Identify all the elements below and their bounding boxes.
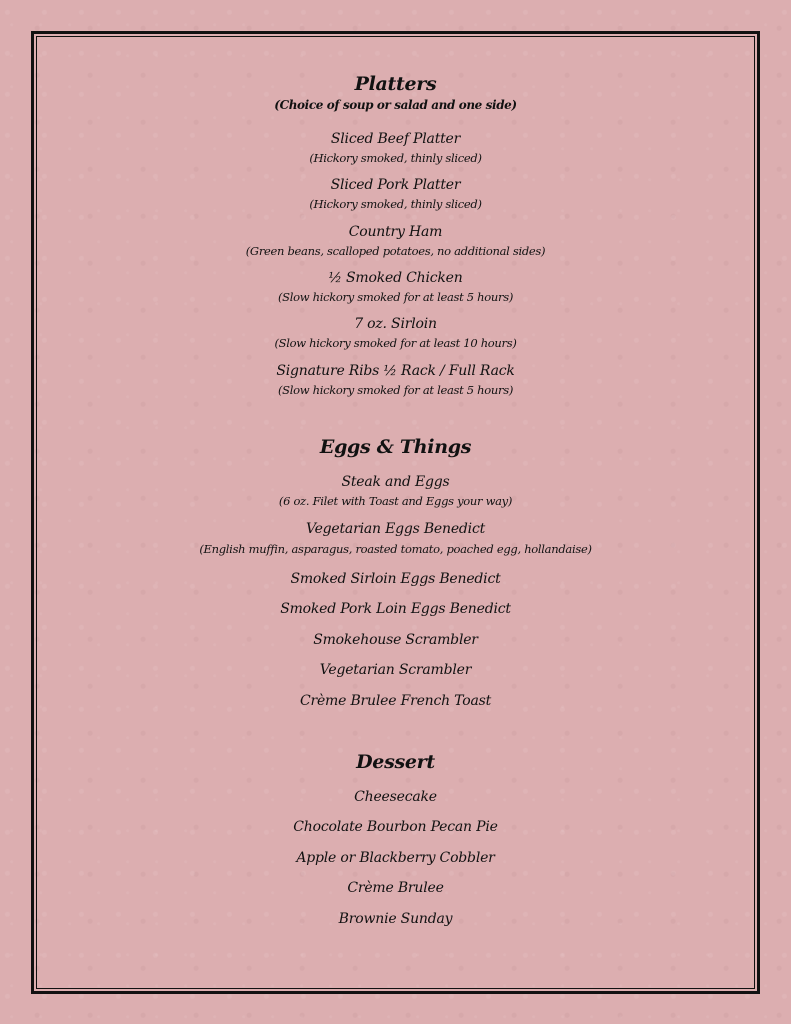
menu-item-name: Vegetarian Eggs Benedict bbox=[305, 521, 486, 537]
section-title-platters: Platters bbox=[354, 73, 437, 95]
section-title-eggs: Eggs & Things bbox=[319, 436, 472, 458]
menu-item-name: Signature Ribs ½ Rack / Full Rack bbox=[276, 363, 515, 379]
menu-item-description: (Slow hickory smoked for at least 5 hours) bbox=[277, 383, 514, 397]
menu-item-name: Country Ham bbox=[348, 224, 443, 240]
menu-item-name: Steak and Eggs bbox=[341, 474, 450, 490]
menu-item-name: 7 oz. Sirloin bbox=[354, 316, 437, 332]
menu-item-name: Cheesecake bbox=[354, 789, 437, 805]
menu-item-description: (Hickory smoked, thinly sliced) bbox=[309, 197, 482, 211]
menu-item-name: Apple or Blackberry Cobbler bbox=[296, 850, 495, 866]
section-title-dessert: Dessert bbox=[356, 751, 435, 773]
menu-item-description: (Slow hickory smoked for at least 5 hours) bbox=[277, 290, 514, 304]
menu-item-name: Chocolate Bourbon Pecan Pie bbox=[293, 819, 498, 835]
menu-item-name: Crème Brulee French Toast bbox=[299, 693, 492, 709]
menu-item-description: (6 oz. Filet with Toast and Eggs your way) bbox=[278, 494, 513, 508]
menu-item-name: Smokehouse Scrambler bbox=[313, 632, 478, 648]
menu-item-description: (English muffin, asparagus, roasted tomato, poached egg, hollandaise) bbox=[199, 542, 592, 556]
menu-item-name: Vegetarian Scrambler bbox=[319, 662, 472, 678]
menu-item-name: Brownie Sunday bbox=[338, 911, 453, 927]
menu-item-name: Smoked Sirloin Eggs Benedict bbox=[290, 571, 501, 587]
menu-item-description: (Slow hickory smoked for at least 10 hours) bbox=[274, 336, 517, 350]
menu-item-name: ½ Smoked Chicken bbox=[328, 270, 463, 286]
menu-item-name: Crème Brulee bbox=[347, 880, 444, 896]
menu-item-description: (Hickory smoked, thinly sliced) bbox=[309, 151, 482, 165]
section-subtitle-platters: (Choice of soup or salad and one side) bbox=[274, 98, 517, 112]
menu-item-name: Sliced Beef Platter bbox=[330, 131, 461, 147]
menu-item-description: (Green beans, scalloped potatoes, no additional sides) bbox=[245, 244, 546, 258]
menu-item-name: Sliced Pork Platter bbox=[330, 177, 461, 193]
menu-item-name: Smoked Pork Loin Eggs Benedict bbox=[280, 601, 511, 617]
